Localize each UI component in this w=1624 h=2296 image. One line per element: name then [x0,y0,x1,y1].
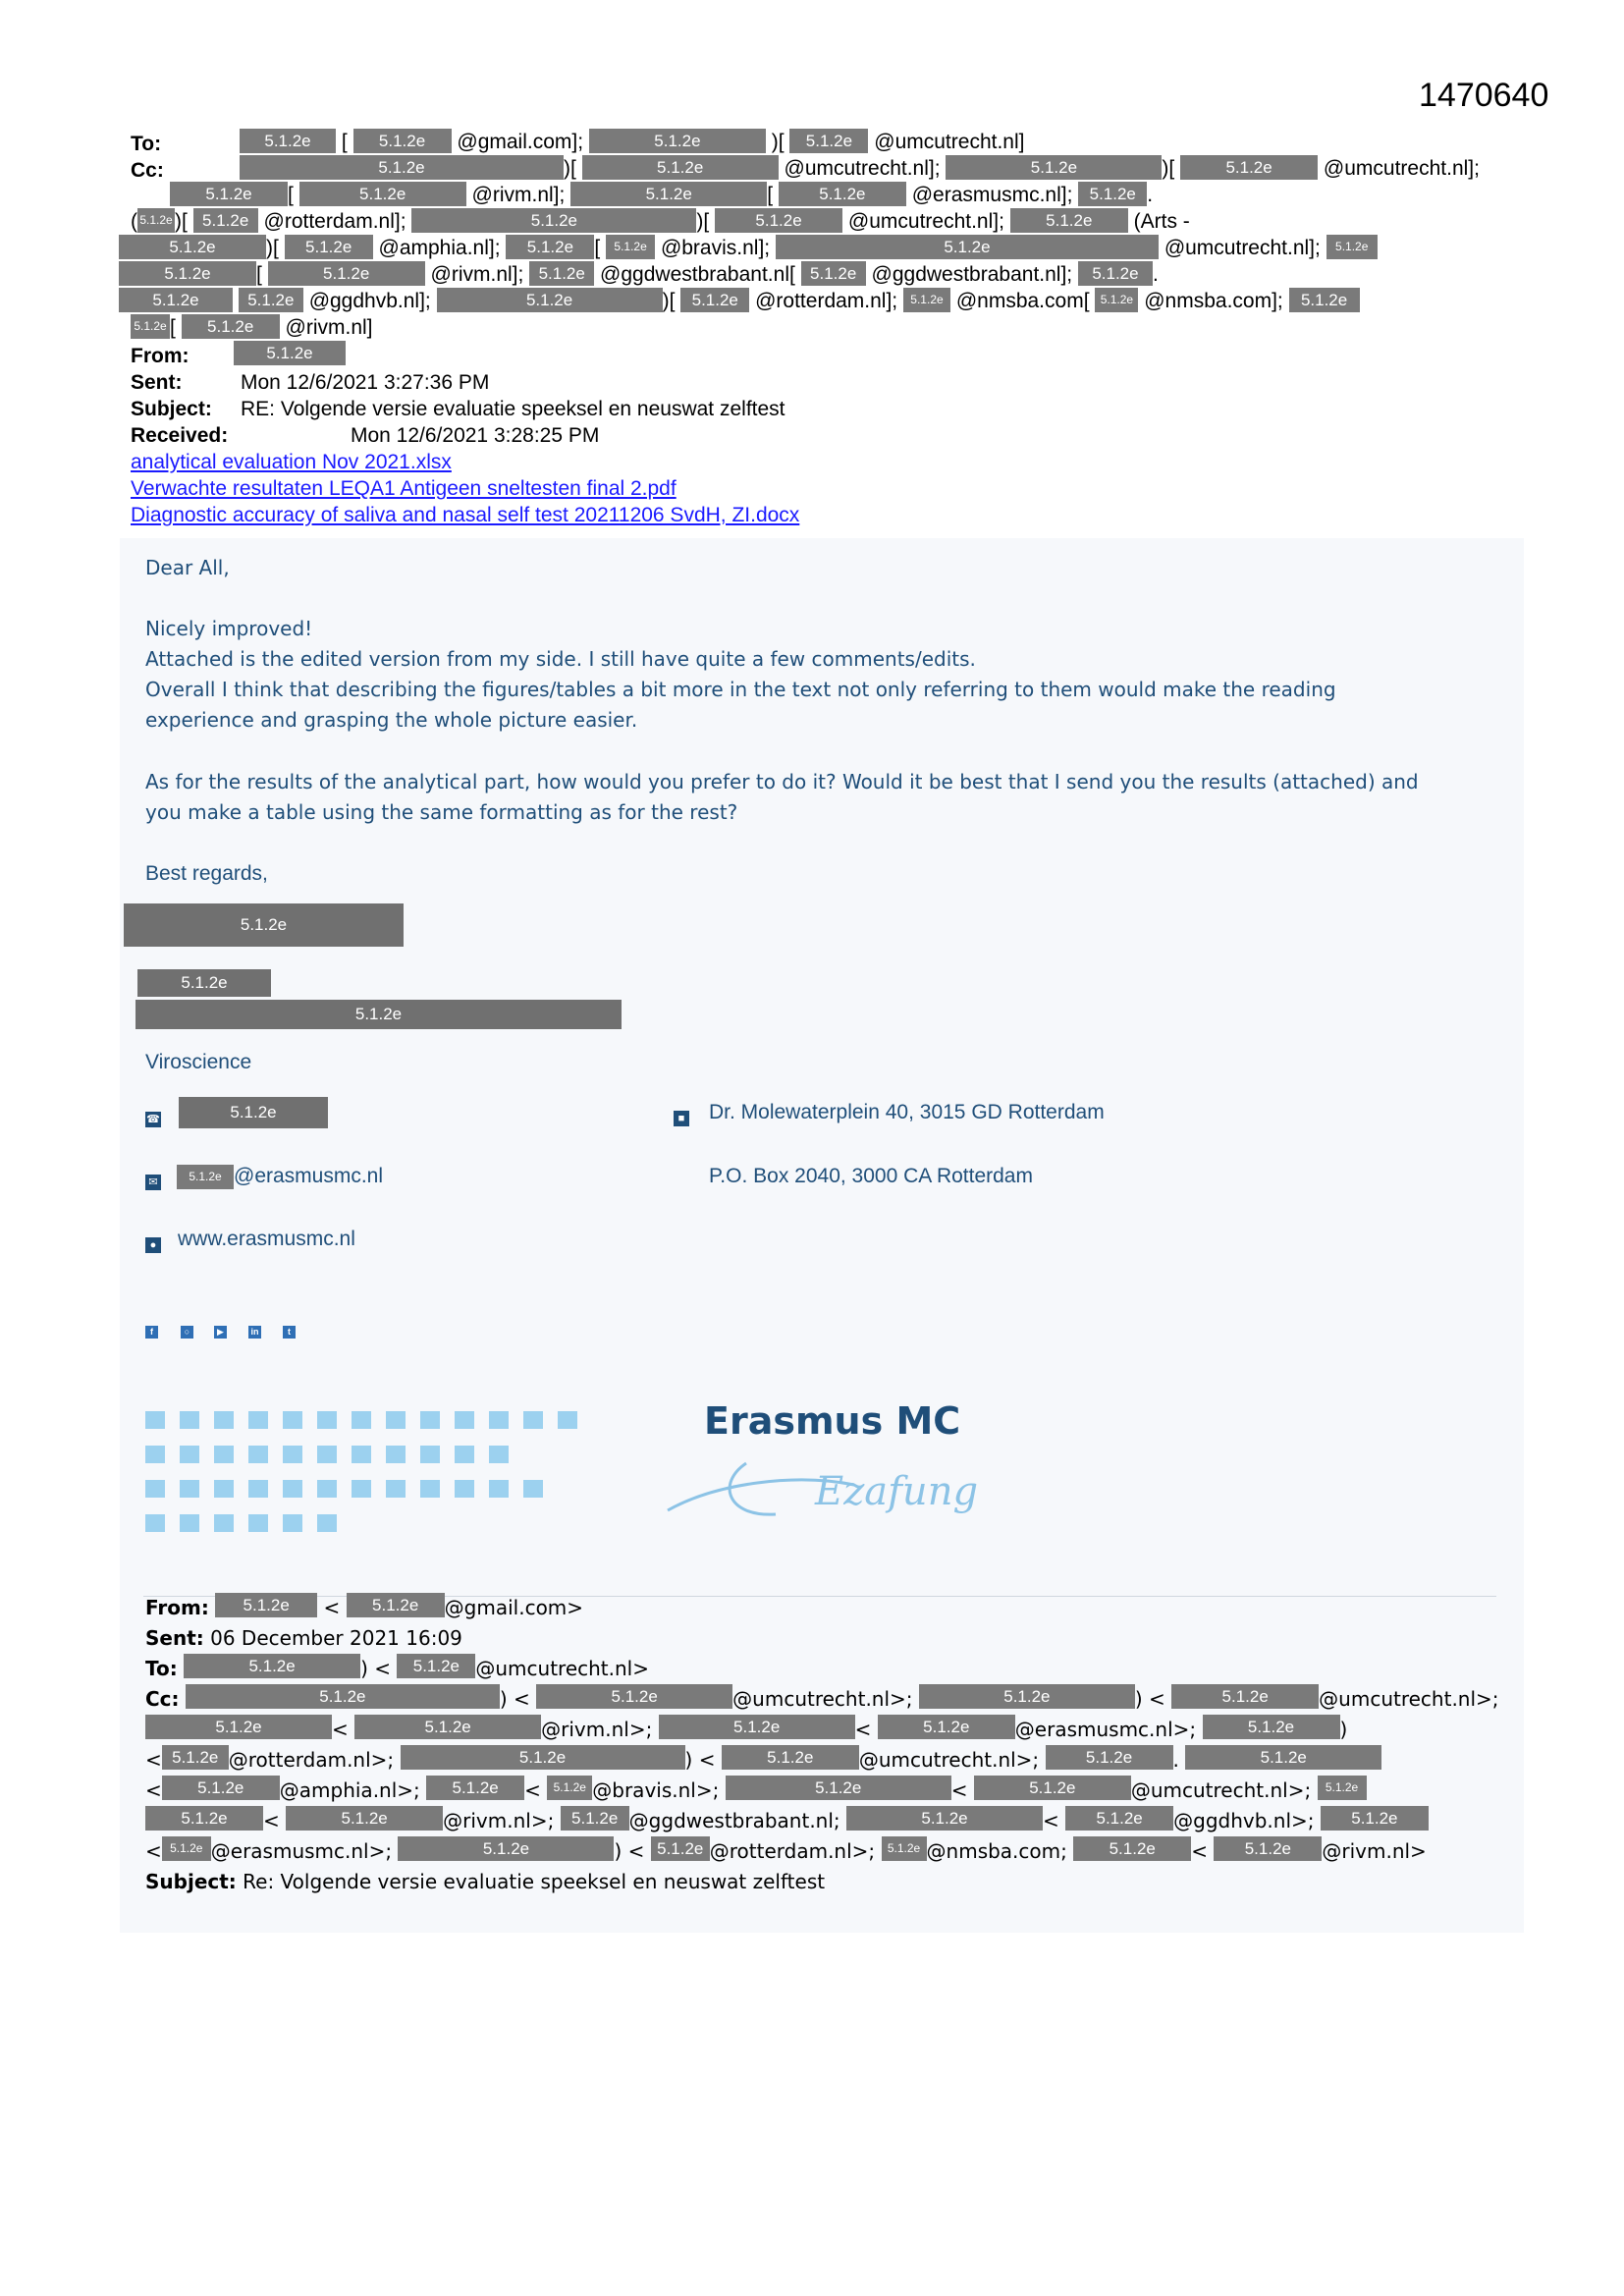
location-icon: ■ [674,1111,689,1126]
redaction-block: 5.1.2e [240,155,564,180]
redaction-block: 5.1.2e [119,261,256,286]
email-address: @bravis.nl]; [660,237,771,259]
email-address: @nmsba.com [955,290,1084,312]
redaction-block: 5.1.2e [659,1715,855,1739]
redaction-block: 5.1.2e [268,261,425,286]
phone-icon: ☎ [146,1114,160,1125]
greeting: Dear All, [145,556,230,579]
subject-label: Subject: [131,398,212,420]
email-address: @amphia.nl]; [378,237,501,259]
redaction-block: 5.1.2e [119,235,266,259]
signature-email[interactable] [177,1165,383,1189]
redaction-block: 5.1.2e [801,261,866,286]
department: Viroscience [145,1051,252,1073]
quoted-to-label: To: [145,1657,178,1680]
email-address: @rivm.nl] [285,316,373,339]
redaction-block: 5.1.2e [582,155,779,180]
to-label: To: [131,133,162,155]
redaction-block: 5.1.2e [397,1654,475,1678]
redaction-block: 5.1.2e [162,1745,229,1770]
address-line: Dr. Molewaterplein 40, 3015 GD Rotterdam [709,1101,1105,1123]
email-address: @umcutrecht.nl> [475,1657,649,1680]
redaction-block: 5.1.2e [1318,1776,1367,1800]
website-link[interactable]: www.erasmusmc.nl [178,1228,355,1250]
redaction-block: 5.1.2e [570,182,767,206]
redaction-block: 5.1.2e [715,208,842,233]
quoted-subject-value: Re: Volgende versie evaluatie speeksel en neuswat zelftest [243,1870,826,1893]
from-label: From: [131,345,189,367]
redaction-block: 5.1.2e [137,969,271,997]
quoted-from-label: From: [145,1596,209,1619]
redaction-block: 5.1.2e [1065,1806,1173,1831]
email-address: @erasmusmc.nl>; [1014,1718,1197,1741]
redaction-block: 5.1.2e [398,1836,614,1861]
redaction-block: 5.1.2e [145,1715,332,1739]
redaction-block: 5.1.2e [974,1776,1131,1800]
redaction-block: 5.1.2e [234,341,346,365]
subject-value: RE: Volgende versie evaluatie speeksel en neuswat zelftest [241,398,785,420]
twitter-icon[interactable]: t [283,1326,296,1339]
email-address: @umcutrecht.nl>; [732,1687,913,1711]
email-suffix: @erasmusmc.nl [234,1165,384,1187]
email-address: @amphia.nl>; [279,1778,420,1802]
redaction-block: 5.1.2e [1095,288,1138,312]
redaction-block: 5.1.2e [547,1776,592,1800]
redaction-block: 5.1.2e [846,1806,1043,1831]
email-address: @ggdhvb.nl>; [1173,1809,1315,1832]
quoted-cc-label: Cc: [145,1687,180,1711]
email-address: @rivm.nl> [1322,1839,1427,1863]
redaction-block: 5.1.2e [135,1000,622,1029]
attachment-link[interactable]: Verwachte resultaten LEQA1 Antigeen sneltesten final 2.pdf [131,477,677,500]
email-address: @gmail.com> [444,1596,584,1619]
redaction-block: 5.1.2e [919,1684,1135,1709]
body-line: Attached is the edited version from my side. I still have quite a few comments/edits. [145,647,976,671]
redaction-block: 5.1.2e [411,208,696,233]
redaction-block: 5.1.2e [680,288,749,312]
cc-recipients-line: 5.1.2e 5.1.2e @ggdhvb.nl]; 5.1.2e )[ 5.1.2e @rotterdam.nl]; 5.1.2e @nmsba.com[ 5.1.2e @nmsba.com]; 5.1.2e [119,288,1360,314]
email-address: @rotterdam.nl]; [755,290,898,312]
redaction-block: 5.1.2e [1180,155,1318,180]
email-address: @nmsba.com; [926,1839,1067,1863]
document-number: 1470640 [1419,77,1549,114]
cc-recipients-line: 5.1.2e [ 5.1.2e @rivm.nl] [131,314,373,341]
redaction-block: 5.1.2e [1214,1836,1322,1861]
redaction-block: 5.1.2e [1203,1715,1340,1739]
redaction-block: 5.1.2e [193,208,258,233]
email-address: @rotterdam.nl]; [263,210,406,233]
redaction-block: 5.1.2e [299,182,466,206]
quoted-sent-label: Sent: [145,1626,204,1650]
redaction-block: 5.1.2e [162,1836,211,1861]
recipient-note: (Arts - [1133,210,1190,233]
cc-label: Cc: [131,159,164,182]
redaction-block: 5.1.2e [137,208,175,233]
email-address: @umcutrecht.nl]; [1164,237,1321,259]
redaction-block: 5.1.2e [878,1715,1015,1739]
redaction-block: 5.1.2e [882,1836,927,1861]
redaction-block: 5.1.2e [722,1745,859,1770]
received-value: Mon 12/6/2021 3:28:25 PM [351,424,600,447]
redaction-block: 5.1.2e [903,288,950,312]
received-label: Received: [131,424,229,447]
redaction-block: 5.1.2e [506,235,594,259]
email-address: @bravis.nl>; [592,1778,720,1802]
body-line: Nicely improved! [145,617,313,640]
quoted-sent-value: 06 December 2021 16:09 [210,1626,462,1650]
body-line: As for the results of the analytical part, how would you prefer to do it? Would it be best that I send you the results (attached) and [145,770,1419,793]
redaction-block: 5.1.2e [779,182,906,206]
redaction-block: 5.1.2e [529,261,594,286]
cc-recipients-line: 5.1.2e )[ 5.1.2e @umcutrecht.nl]; 5.1.2e )[ 5.1.2e @umcutrecht.nl]; [240,155,1480,182]
sent-label: Sent: [131,371,183,394]
redaction-block: 5.1.2e [179,1097,328,1128]
redaction-block: 5.1.2e [353,129,452,153]
redaction-block: 5.1.2e [354,1715,541,1739]
email-address: @umcutrecht.nl]; [784,157,941,180]
redaction-block: 5.1.2e [401,1745,685,1770]
email-address: @ggdwestbrabant.nl; [628,1809,840,1832]
email-address: @erasmusmc.nl>; [210,1839,393,1863]
redaction-block: 5.1.2e [170,182,288,206]
redaction-block: 5.1.2e [776,235,1159,259]
email-address: @umcutrecht.nl]; [847,210,1004,233]
redaction-block: 5.1.2e [1046,1745,1173,1770]
redaction-block: 5.1.2e [184,1654,360,1678]
redaction-block: 5.1.2e [1326,235,1378,259]
facebook-icon[interactable]: f [145,1326,158,1339]
email-address: @rotterdam.nl>; [709,1839,876,1863]
redaction-block: 5.1.2e [285,235,373,259]
email-address: @rivm.nl>; [443,1809,555,1832]
redaction-block: 5.1.2e [162,1776,280,1800]
closing: Best regards, [145,862,268,885]
body-line: you make a table using the same formatting as for the rest? [145,800,738,824]
ezafung-script-logo [658,1444,982,1532]
body-line: Overall I think that describing the figures/tables a bit more in the text not only referring to them would make the reading [145,678,1336,701]
redaction-block: 5.1.2e [536,1684,732,1709]
redaction-block: 5.1.2e [131,314,170,339]
email-address: @ggdwestbrabant.nl]; [871,263,1073,286]
redaction-block: 5.1.2e [182,314,280,339]
redaction-block: 5.1.2e [651,1836,710,1861]
cc-recipients-line: 5.1.2e )[ 5.1.2e @amphia.nl]; 5.1.2e [ 5.1.2e @bravis.nl]; 5.1.2e @umcutrecht.nl]; 5.1.2e [119,235,1378,261]
redaction-block: 5.1.2e [286,1806,443,1831]
ezafung-script-text: Ezafung [815,1469,979,1514]
email-address: @umcutrecht.nl] [874,131,1025,153]
redaction-block: 5.1.2e [1321,1806,1429,1831]
redaction-block: 5.1.2e [177,1165,234,1189]
redaction-block: 5.1.2e [347,1593,445,1617]
redaction-block: 5.1.2e [561,1806,629,1831]
instagram-icon[interactable]: ○ [181,1326,193,1339]
redaction-block: 5.1.2e [437,288,663,312]
redaction-block: 5.1.2e [186,1684,500,1709]
email-address: @ggdwestbrabant.nl [600,263,789,286]
redaction-block: 5.1.2e [1171,1684,1319,1709]
redaction-block: 5.1.2e [789,129,868,153]
email-address: @rotterdam.nl>; [228,1748,395,1772]
redaction-block: 5.1.2e [606,235,655,259]
email-address: @umcutrecht.nl>; [1319,1687,1499,1711]
sent-value: Mon 12/6/2021 3:27:36 PM [241,371,490,394]
redaction-block: 5.1.2e [1289,288,1360,312]
to-recipients: 5.1.2e [ 5.1.2e @gmail.com]; 5.1.2e )[ 5.1.2e @umcutrecht.nl] [240,129,1024,155]
attachment-link[interactable]: Diagnostic accuracy of saliva and nasal self test 20211206 SvdH, ZI.docx [131,504,800,526]
email-address: @rivm.nl]; [471,184,566,206]
redaction-block: 5.1.2e [426,1776,524,1800]
mail-icon: ✉ [145,1175,161,1190]
erasmus-mc-logo: Erasmus MC [704,1399,961,1443]
address-line: P.O. Box 2040, 3000 CA Rotterdam [709,1165,1033,1187]
email-address: @ggdhvb.nl]; [308,290,431,312]
cc-recipients-line: ( 5.1.2e )[ 5.1.2e @rotterdam.nl]; 5.1.2e )[ 5.1.2e @umcutrecht.nl]; 5.1.2e (Arts - [131,210,1190,233]
email-address: @gmail.com]; [457,131,584,153]
email-address: @umcutrecht.nl>; [858,1748,1040,1772]
redaction-block: 5.1.2e [946,155,1162,180]
redaction-block: 5.1.2e [215,1593,317,1617]
globe-icon: ● [145,1237,161,1253]
redaction-block: 5.1.2e [1073,1836,1191,1861]
redaction-block: 5.1.2e [1010,208,1128,233]
redaction-block: 5.1.2e [239,288,303,312]
cc-recipients-line: 5.1.2e [ 5.1.2e @rivm.nl]; 5.1.2e [ 5.1.2e @erasmusmc.nl]; 5.1.2e . [170,182,1153,208]
redaction-block: 5.1.2e [1078,182,1147,206]
redaction-block: 5.1.2e [1078,261,1153,286]
email-address: @umcutrecht.nl>; [1130,1778,1312,1802]
email-address: @erasmusmc.nl]; [911,184,1073,206]
body-line: experience and grasping the whole picture easier. [145,708,638,732]
redaction-block: 5.1.2e [726,1776,951,1800]
redaction-block: 5.1.2e [589,129,766,153]
email-address: @rivm.nl>; [541,1718,653,1741]
email-address: @rivm.nl]; [430,263,524,286]
email-address: @nmsba.com]; [1144,290,1283,312]
redaction-block: 5.1.2e [124,903,404,947]
redaction-block: 5.1.2e [1185,1745,1381,1770]
redaction-block: 5.1.2e [119,288,233,312]
attachment-link[interactable]: analytical evaluation Nov 2021.xlsx [131,451,452,473]
youtube-icon[interactable]: ▶ [214,1326,227,1339]
linkedin-icon[interactable]: in [248,1326,261,1339]
quoted-subject-label: Subject: [145,1870,237,1893]
redaction-block: 5.1.2e [240,129,336,153]
cc-recipients-line: 5.1.2e [ 5.1.2e @rivm.nl]; 5.1.2e @ggdwestbrabant.nl[ 5.1.2e @ggdwestbrabant.nl]; 5.1.2e . [119,261,1159,288]
email-address: @umcutrecht.nl]; [1323,157,1480,180]
redaction-block: 5.1.2e [145,1806,263,1831]
